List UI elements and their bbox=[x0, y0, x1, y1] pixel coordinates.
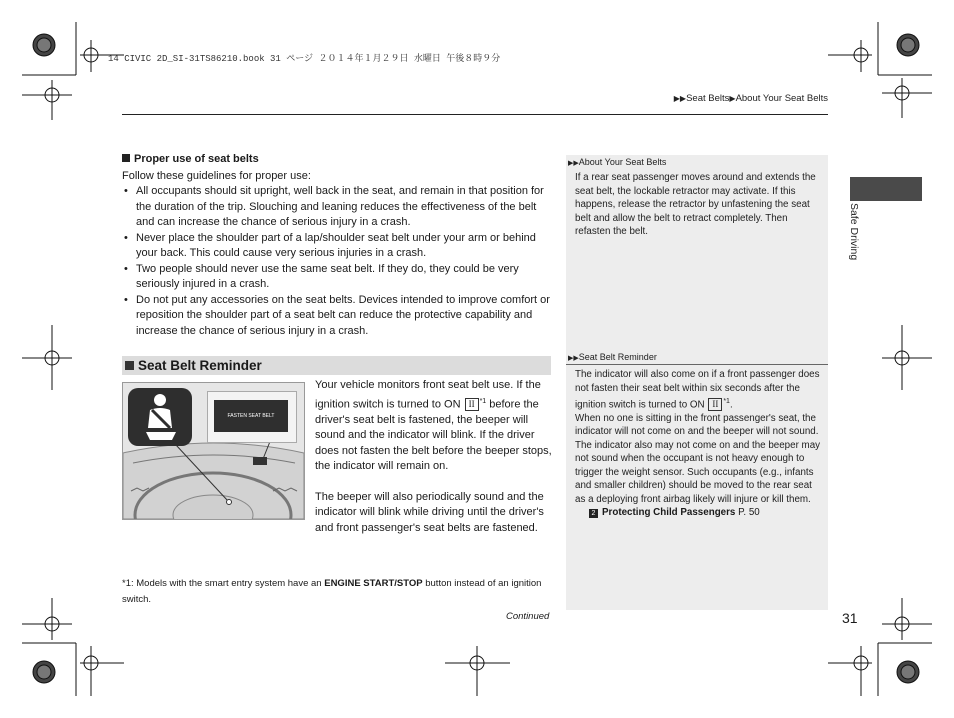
seat-belt-indicator-icon bbox=[128, 388, 192, 446]
reminder-paragraph-1: Your vehicle monitors front seat belt use. If the ignition switch is turned to ON II $^{*1}$ before the driver's seat belt is fastened, the beeper will sound and the indicator will blink. If the driver does not fasten the belt before the beeper stops, the indicator will remain on. bbox=[315, 379, 552, 473]
note-body-reminder-1: The indicator will also come on if a front passenger does not fasten their seat belt within six seconds after the ignition switch is turned to ON II $^{*1}$. bbox=[575, 369, 820, 411]
breadcrumb-arrows: ▶▶ bbox=[673, 94, 687, 103]
proper-use-section bbox=[122, 152, 554, 339]
page-number: 31 bbox=[842, 610, 858, 626]
reminder-paragraph-2: The beeper will also periodically sound and the indicator will blink while driving until the driver's and front passenger's seat belts are fastened. bbox=[315, 490, 544, 534]
chapter-tab-label: Safe Driving bbox=[848, 203, 860, 261]
note-icon: ▶▶ bbox=[568, 355, 579, 362]
list-item: • Two people should never use the same seat belt. If they do, they could be very seriously injured in a crash. bbox=[122, 262, 554, 293]
square-bullet-icon bbox=[122, 154, 130, 162]
link-arrow-icon: 2 bbox=[589, 509, 598, 518]
note-body-about-seat-belts: If a rear seat passenger moves around and extends the seat belt, the lockable retractor may activate. If this happens, release the retractor by unfastening the seat belt and allow the belt to retract completely. Then refasten the belt. bbox=[575, 172, 816, 237]
engine-start-stop-label: ENGINE START/STOP bbox=[324, 578, 423, 589]
breadcrumb-separator: ▶ bbox=[729, 94, 736, 103]
chapter-tab[interactable] bbox=[850, 177, 922, 201]
print-header: 14 CIVIC 2D_SI-31TS86210.book 31 ページ ２０１４年１月２９日 水曜日 午後８時９分 bbox=[108, 54, 501, 64]
display-message: FASTEN SEAT BELT bbox=[214, 400, 288, 432]
proper-use-heading: Proper use of seat belts bbox=[122, 152, 554, 168]
note-title-about-seat-belts: ▶▶About Your Seat Belts bbox=[568, 157, 667, 167]
square-bullet-icon bbox=[125, 361, 134, 370]
list-item: • Do not put any accessories on the seat belts. Devices intended to improve comfort or reposition the shoulder part of a seat belt can reduce the protective capability and increase the chance of serious injury in a crash. bbox=[122, 293, 554, 340]
note-body-reminder-2: When no one is sitting in the front passenger's seat, the indicator will not come on and the beeper will not sound. The indicator also may not come on and the beeper may not sound when the occupant is not heavy enough to trigger the weight sensor. Such occupants (e.g., infants and smaller children) should be moved to the rear seat as a deploying front airbag likely will injure or kill them. bbox=[575, 412, 821, 505]
notes-sidebar bbox=[566, 155, 828, 610]
section-title-bar bbox=[122, 356, 551, 375]
section-title: Seat Belt Reminder bbox=[138, 358, 262, 373]
note-icon: ▶▶ bbox=[568, 160, 579, 167]
list-item: • All occupants should sit upright, well back in the seat, and remain in that position for the duration of the trip. Slouching and leaning reduces the effectiveness of the belt and can increase the chance of serious injury in a crash. bbox=[122, 184, 554, 231]
dashboard-illustration bbox=[122, 382, 305, 520]
fasten-seat-belt-display bbox=[207, 391, 297, 443]
footnote: *1: Models with the smart entry system have an ENGINE START/STOP button instead of an ignition switch. bbox=[122, 578, 542, 605]
proper-use-intro: Follow these guidelines for proper use: bbox=[122, 169, 311, 182]
breadcrumb bbox=[674, 93, 828, 104]
ignition-on-key-icon: II bbox=[465, 398, 479, 411]
header-rule bbox=[122, 114, 828, 115]
reminder-body bbox=[315, 378, 555, 536]
protecting-child-passengers-link[interactable]: 2 Protecting Child Passengers P. 50 bbox=[566, 506, 828, 520]
ignition-on-key-icon: II bbox=[708, 398, 722, 411]
note-title-seat-belt-reminder: ▶▶Seat Belt Reminder bbox=[568, 352, 657, 362]
continued-label: Continued bbox=[506, 611, 550, 622]
breadcrumb-item-about[interactable]: About Your Seat Belts bbox=[735, 93, 828, 104]
breadcrumb-item-seat-belts[interactable]: Seat Belts bbox=[686, 93, 730, 104]
list-item: • Never place the shoulder part of a lap/shoulder seat belt under your arm or behind your back. This could cause very serious injuries in a crash. bbox=[122, 231, 554, 262]
guideline-list bbox=[122, 184, 554, 339]
footnote-marker: *1 bbox=[479, 397, 487, 405]
